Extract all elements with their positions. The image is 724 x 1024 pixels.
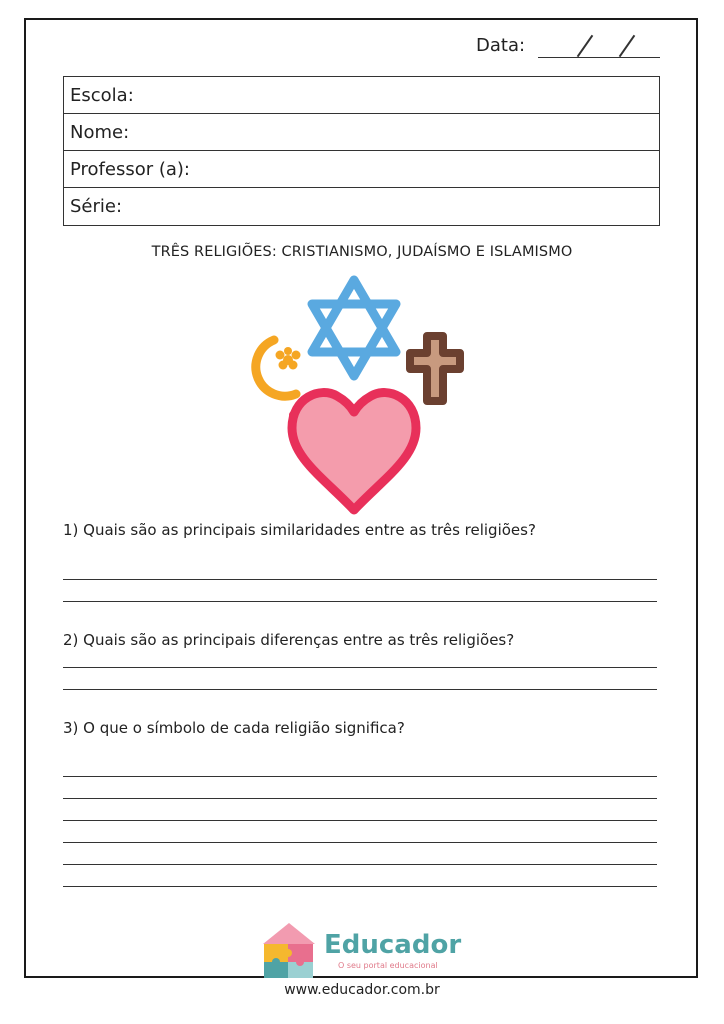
answer-line[interactable] [63,798,657,799]
name-field[interactable]: Nome: [64,114,659,151]
date-line[interactable] [538,57,660,58]
date-label: Data: [476,35,526,56]
question-1: 1) Quais são as principais similaridades entre as três religiões? [63,521,536,539]
star-of-david-icon [312,280,396,376]
school-field[interactable]: Escola: [64,77,659,114]
grade-field[interactable]: Série: [70,196,123,217]
heart-icon [289,393,416,510]
answer-line[interactable] [63,886,657,887]
logo-wordmark: Educador [324,930,462,960]
puzzle-house-icon [263,923,315,978]
answer-line[interactable] [63,689,657,690]
info-table [63,76,660,226]
teacher-field[interactable]: Professor (a): [64,151,659,188]
answer-line[interactable] [63,864,657,865]
question-2: 2) Quais são as principais diferenças entre as três religiões? [63,631,515,649]
logo-tagline: O seu portal educacional [338,961,438,970]
answer-line[interactable] [63,601,657,602]
answer-line[interactable] [63,842,657,843]
answer-line[interactable] [63,776,657,777]
cross-icon [410,336,460,401]
answer-line[interactable] [63,579,657,580]
answer-line[interactable] [63,820,657,821]
answer-line[interactable] [63,667,657,668]
crescent-star-icon [256,340,301,396]
footer-url[interactable]: www.educador.com.br [284,982,440,998]
religions-illustration [230,272,480,517]
page-title: TRÊS RELIGIÕES: CRISTIANISMO, JUDAÍSMO E ISLAMISMO [151,244,573,260]
question-3: 3) O que o símbolo de cada religião significa? [63,719,405,737]
